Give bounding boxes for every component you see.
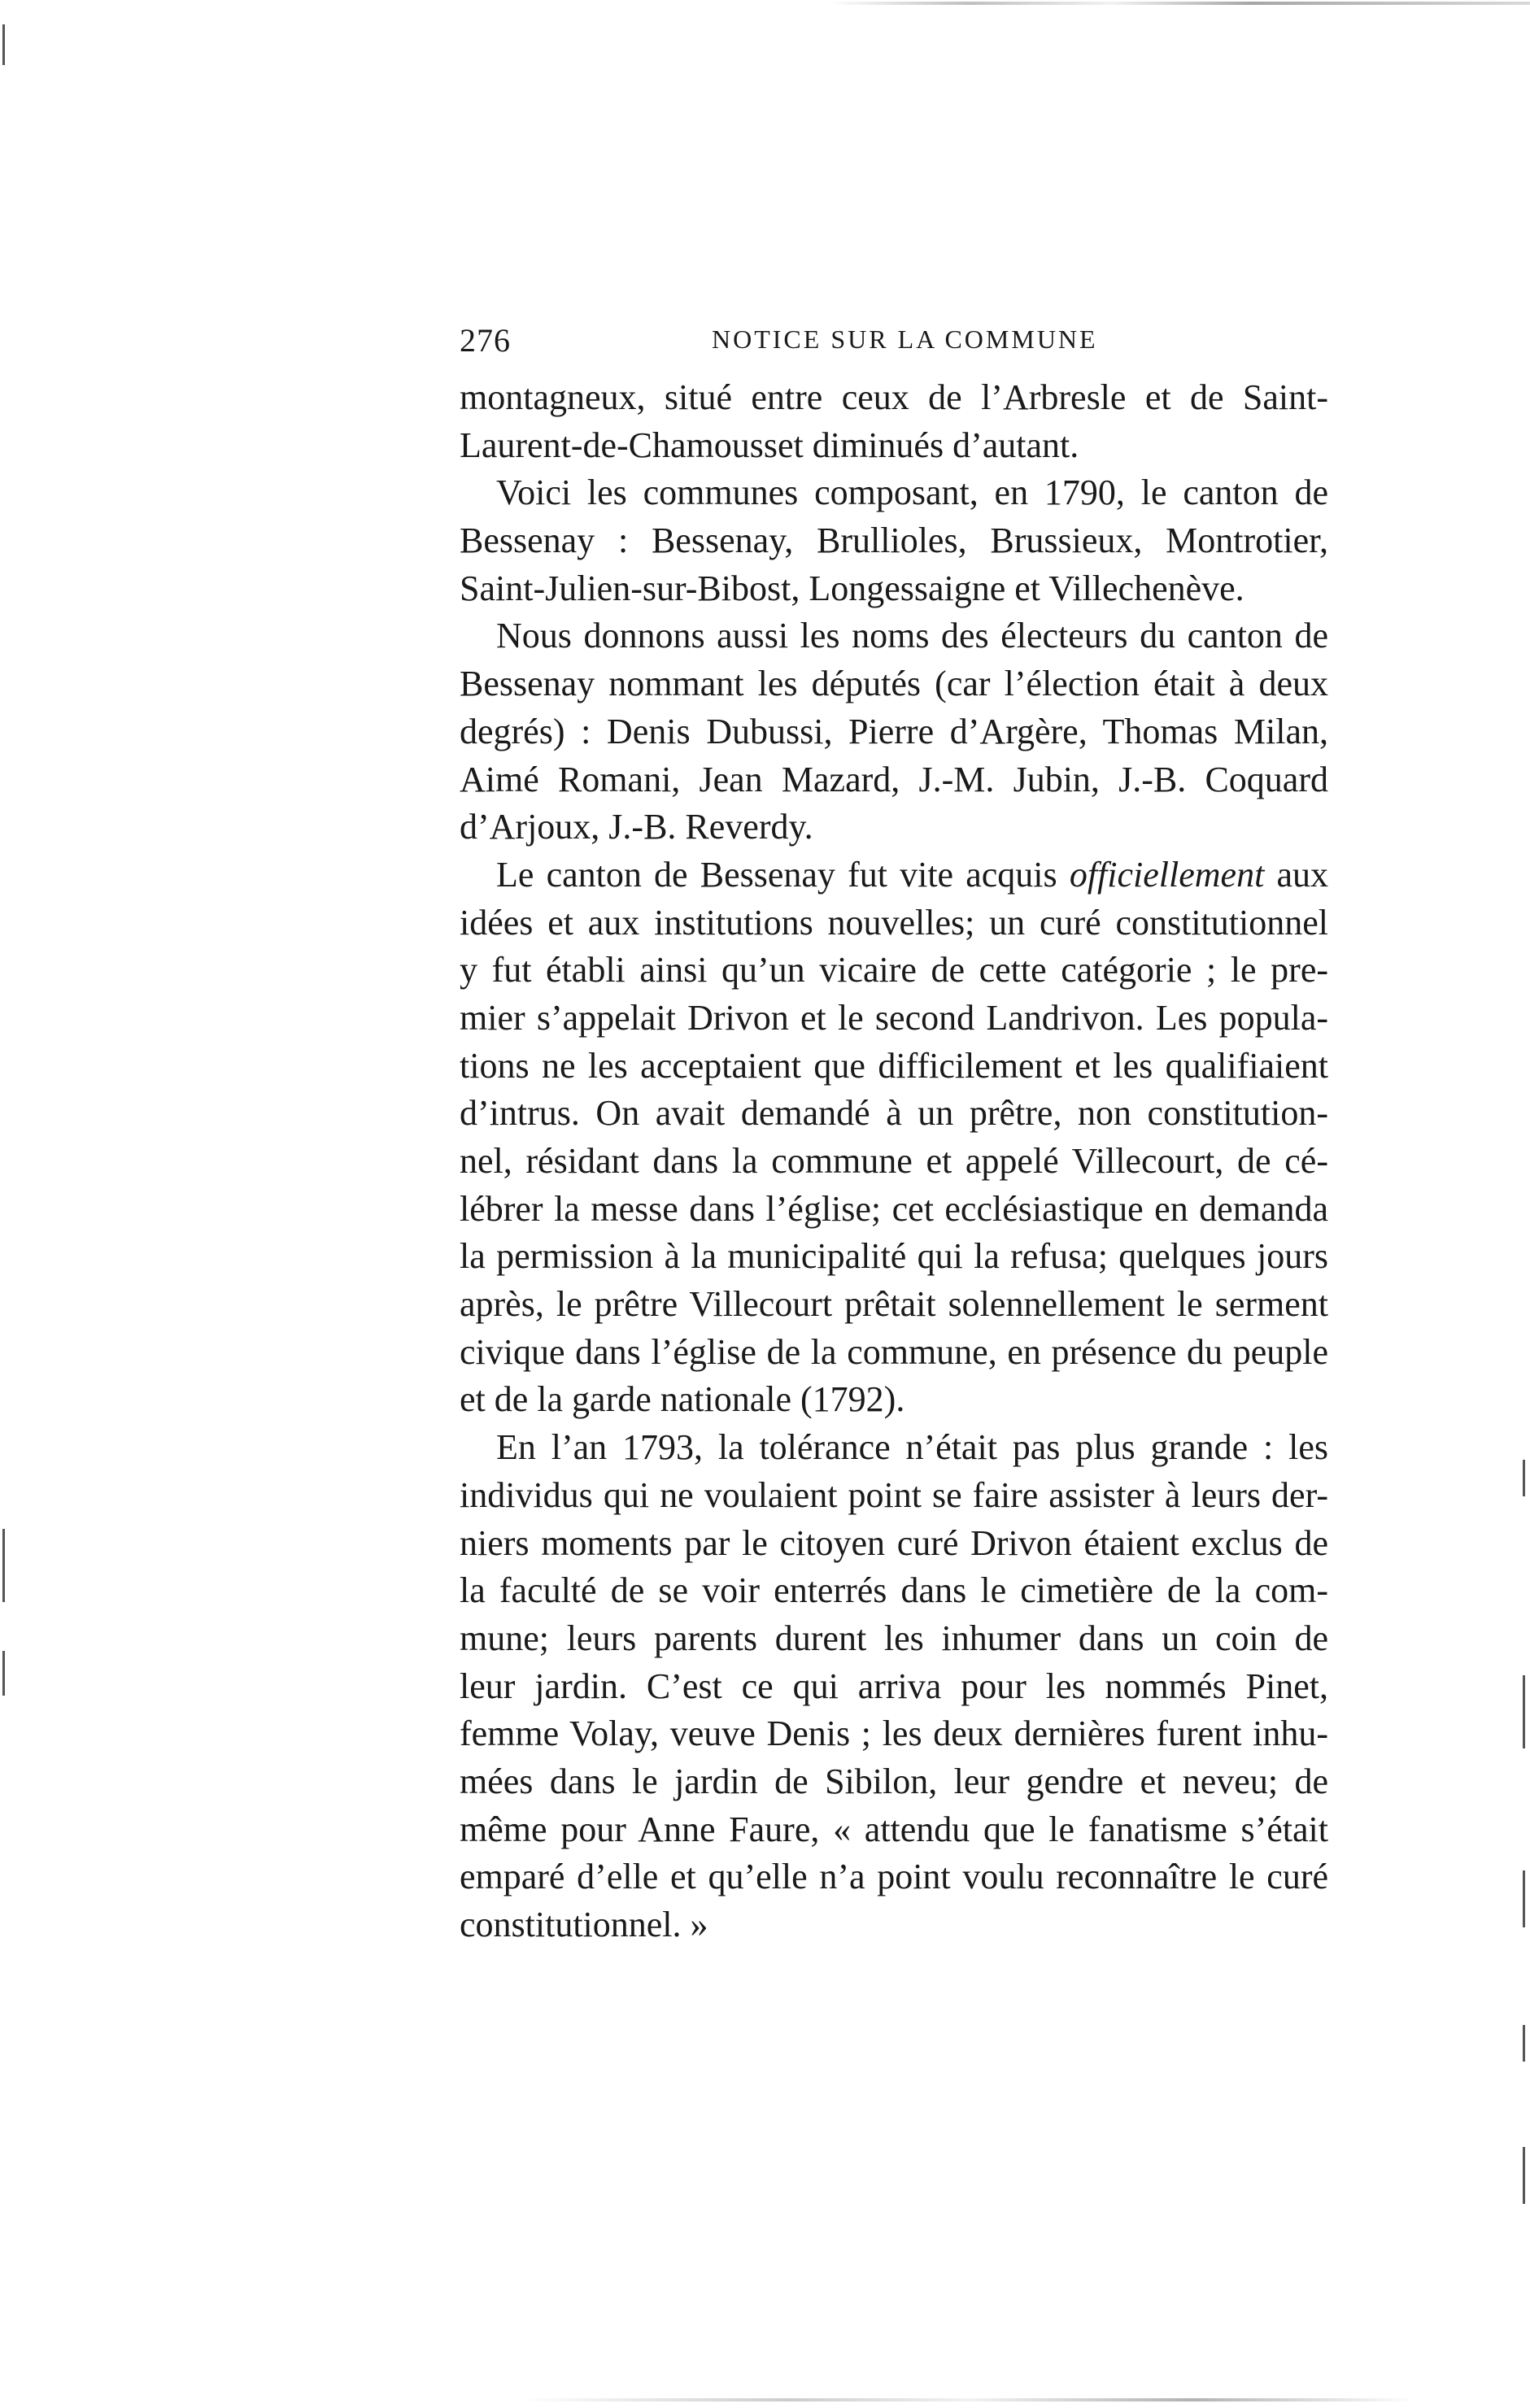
margin-mark-right-1	[1523, 1460, 1525, 1496]
text-line: degrés) : Denis Dubussi, Pierre d’Argère, Thomas Milan,	[460, 711, 1328, 751]
text-line: leur jardin. C’est ce qui arriva pour les nommés Pinet,	[460, 1666, 1328, 1706]
text-line: d’intrus. On avait demandé à un prêtre, non constitution-	[460, 1093, 1328, 1134]
margin-mark-right-3	[1523, 1870, 1525, 1927]
text-line: lébrer la messe dans l’église; cet ecclésiastique en demanda	[460, 1188, 1328, 1229]
running-head	[460, 321, 1127, 362]
text-line: Nous donnons aussi les noms des électeurs du canton de	[496, 616, 1328, 656]
text-line: En l’an 1793, la tolérance n’était pas plus grande : les	[496, 1427, 1328, 1468]
text-line: constitutionnel. »	[460, 1905, 708, 1944]
text-line: y fut établi ainsi qu’un vicaire de cette catégorie ; le pre-	[460, 950, 1328, 991]
text-line: après, le prêtre Villecourt prêtait solennellement le serment	[460, 1284, 1328, 1325]
text-line: la permission à la municipalité qui la refusa; quelques jours	[460, 1236, 1328, 1277]
text-line: idées et aux institutions nouvelles; un curé constitutionnel	[460, 902, 1328, 943]
text-line: et de la garde nationale (1792).	[460, 1379, 905, 1420]
text-line: même pour Anne Faure, « attendu que le fanatisme s’était	[460, 1809, 1328, 1849]
margin-mark-left-2	[2, 1529, 5, 1602]
text-line: la faculté de se voir enterrés dans le cimetière de la com-	[460, 1570, 1328, 1611]
page-number: 276	[460, 322, 511, 359]
margin-mark-left-1	[2, 24, 5, 65]
text-line: nel, résidant dans la commune et appelé Villecourt, de cé-	[460, 1141, 1328, 1181]
text-line: Saint-Julien-sur-Bibost, Longessaigne et Villechenève.	[460, 568, 1244, 608]
text-line: Aimé Romani, Jean Mazard, J.-M. Jubin, J.-B. Coquard	[460, 759, 1328, 799]
text-line: individus qui ne voulaient point se faire assister à leurs der-	[460, 1474, 1328, 1515]
margin-mark-right-4	[1523, 2025, 1525, 2062]
text-line: d’Arjoux, J.-B. Reverdy.	[460, 807, 813, 847]
scan-edge-bottom	[521, 2398, 1415, 2401]
emphasis-word: officiellement	[1069, 854, 1265, 895]
text-line: Le canton de Bessenay fut vite acquis officiellement aux	[496, 854, 1328, 895]
body-text	[460, 374, 1328, 1949]
text-line: Laurent-de-Chamousset diminués d’autant.	[460, 425, 1079, 465]
text-line: emparé d’elle et qu’elle n’a point voulu reconnaître le curé	[460, 1857, 1328, 1897]
text-line: mées dans le jardin de Sibilon, leur gendre et neveu; de	[460, 1761, 1328, 1801]
text-line: Bessenay nommant les députés (car l’élection était à deux	[460, 664, 1328, 704]
text-line: Voici les communes composant, en 1790, le canton de	[496, 472, 1328, 513]
text-line: montagneux, situé entre ceux de l’Arbresle et de Saint-	[460, 377, 1328, 417]
text-line: niers moments par le citoyen curé Drivon étaient exclus de	[460, 1522, 1328, 1563]
text-line: mier s’appelait Drivon et le second Landrivon. Les popula-	[460, 997, 1328, 1038]
text-line: civique dans l’église de la commune, en présence du peuple	[460, 1331, 1328, 1372]
margin-mark-left-3	[2, 1651, 5, 1696]
text-line: mune; leurs parents durent les inhumer dans un coin de	[460, 1618, 1328, 1658]
text-line: tions ne les acceptaient que difficilement et les qualifiaient	[460, 1045, 1328, 1086]
text-line: Bessenay : Bessenay, Brullioles, Brussieux, Montrotier,	[460, 520, 1328, 561]
text-line: femme Volay, veuve Denis ; les deux dernières furent inhu-	[460, 1713, 1328, 1754]
margin-mark-right-2	[1523, 1675, 1525, 1748]
scan-edge-top	[830, 2, 1530, 5]
running-title: NOTICE SUR LA COMMUNE	[712, 324, 1098, 354]
margin-mark-right-5	[1523, 2147, 1525, 2204]
